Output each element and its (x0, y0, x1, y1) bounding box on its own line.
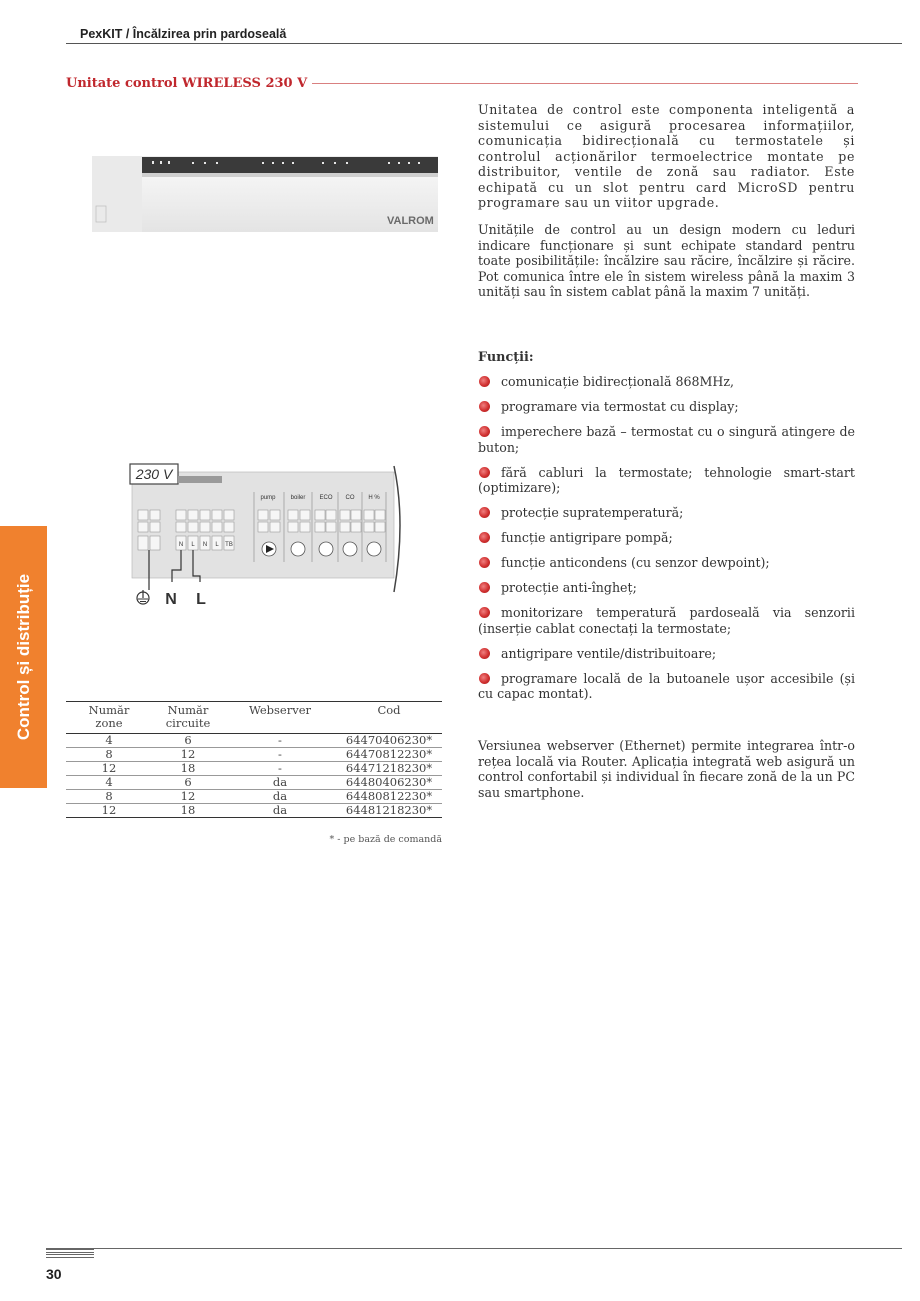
group-label: pump (260, 495, 276, 501)
header-title: PexKIT / Încălzirea prin pardoseală (80, 27, 287, 41)
voltage-label: 230 V (135, 466, 173, 482)
terminal-label: N (202, 542, 208, 548)
table-row: 4 6 - 64470406230* (66, 734, 442, 748)
list-item: protecție anti-îngheț; (478, 580, 855, 596)
bullet-icon (479, 376, 490, 387)
bullet-icon (479, 467, 490, 478)
list-item: programare via termostat cu display; (478, 399, 855, 415)
column-header: Număr circuite (152, 702, 224, 734)
footer-divider (46, 1248, 902, 1249)
bullet-icon (479, 426, 490, 437)
chapter-side-tab (0, 526, 47, 788)
list-item: fără cabluri la termostate; tehnologie smart-start (optimizare); (478, 464, 855, 495)
functions-list (478, 374, 855, 711)
control-unit-photo (92, 156, 438, 232)
table-header-row (66, 702, 442, 734)
group-label: H % (368, 495, 380, 501)
table-row: 8 12 - 64470812230* (66, 748, 442, 762)
bullet-icon (479, 401, 490, 412)
column-header: Webserver (224, 702, 336, 734)
footer-stripes (46, 1249, 94, 1259)
list-item: funcție anticondens (cu senzor dewpoint); (478, 555, 855, 571)
terminal-label: L (191, 542, 195, 548)
terminal-label: TB (225, 542, 233, 548)
group-label: ECO (319, 495, 333, 501)
table-row: 12 18 da 64481218230* (66, 804, 442, 818)
bullet-icon (479, 673, 490, 684)
chapter-side-tab-label: Control și distribuție (13, 573, 33, 741)
table-row: 8 12 da 64480812230* (66, 790, 442, 804)
table-row: 12 18 - 64471218230* (66, 762, 442, 776)
list-item: programare locală de la butoanele ușor accesibile (și cu capac montat). (478, 670, 855, 701)
bullet-icon (479, 582, 490, 593)
terminal-label: L (215, 542, 219, 548)
intro-paragraph: Unitatea de control este componenta inteligentă a sistemului ce asigură procesarea informațiilor, comunicația bidirecțională cu termostatele și controlul acționărilor termoelectrice montate pe distribuitor, ventile de zonă sau radiator. Este echipată cu un slot pentru card MicroSD pentru programare sau un viitor upgrade. (478, 102, 855, 210)
section-title-rule (312, 83, 858, 84)
terminal-label: N (178, 542, 184, 548)
column-header: Număr zone (66, 702, 152, 734)
page-number: 30 (46, 1266, 62, 1282)
list-item: comunicație bidirecțională 868MHz, (478, 374, 855, 390)
bullet-icon (479, 532, 490, 543)
product-table (66, 701, 442, 818)
bullet-icon (479, 507, 490, 518)
header-divider (66, 43, 902, 44)
list-item: funcție antigripare pompă; (478, 530, 855, 546)
brand-logo: VALROM (387, 215, 434, 227)
bullet-icon (479, 648, 490, 659)
functions-heading: Funcții: (478, 350, 534, 365)
list-item: imperechere bază – termostat cu o singură atingere de buton; (478, 424, 855, 455)
wiring-diagram (128, 462, 404, 608)
bullet-icon (479, 607, 490, 618)
line-label: L (196, 591, 206, 608)
list-item: monitorizare temperatură pardoseală via senzorii (inserție cablat conectați la termostate; (478, 605, 855, 636)
neutral-label: N (165, 591, 177, 608)
section-title: Unitate control WIRELESS 230 V (66, 76, 308, 91)
webserver-paragraph: Versiunea webserver (Ethernet) permite integrarea într-o rețea locală via Router. Aplicația integrată web asigură un control confortabil și individual în fiecare zonă de la un PC sau smartphone. (478, 738, 855, 800)
table-footnote: * - pe bază de comandă (329, 834, 442, 845)
design-paragraph: Unitățile de control au un design modern cu leduri indicare funcționare și sunt echipate standard pentru toate posibilitățile: încălzire sau răcire, încălzire și răcire. Pot comunica între ele în sistem wireless până la maxim 3 unități sau în sistem cablat până la maxim 7 unități. (478, 222, 855, 299)
list-item: antigripare ventile/distribuitoare; (478, 646, 855, 662)
table-row: 4 6 da 64480406230* (66, 776, 442, 790)
list-item: protecție supratemperatură; (478, 505, 855, 521)
group-label: CO (345, 495, 355, 501)
bullet-icon (479, 557, 490, 568)
column-header: Cod (336, 702, 442, 734)
group-label: boiler (290, 495, 306, 501)
